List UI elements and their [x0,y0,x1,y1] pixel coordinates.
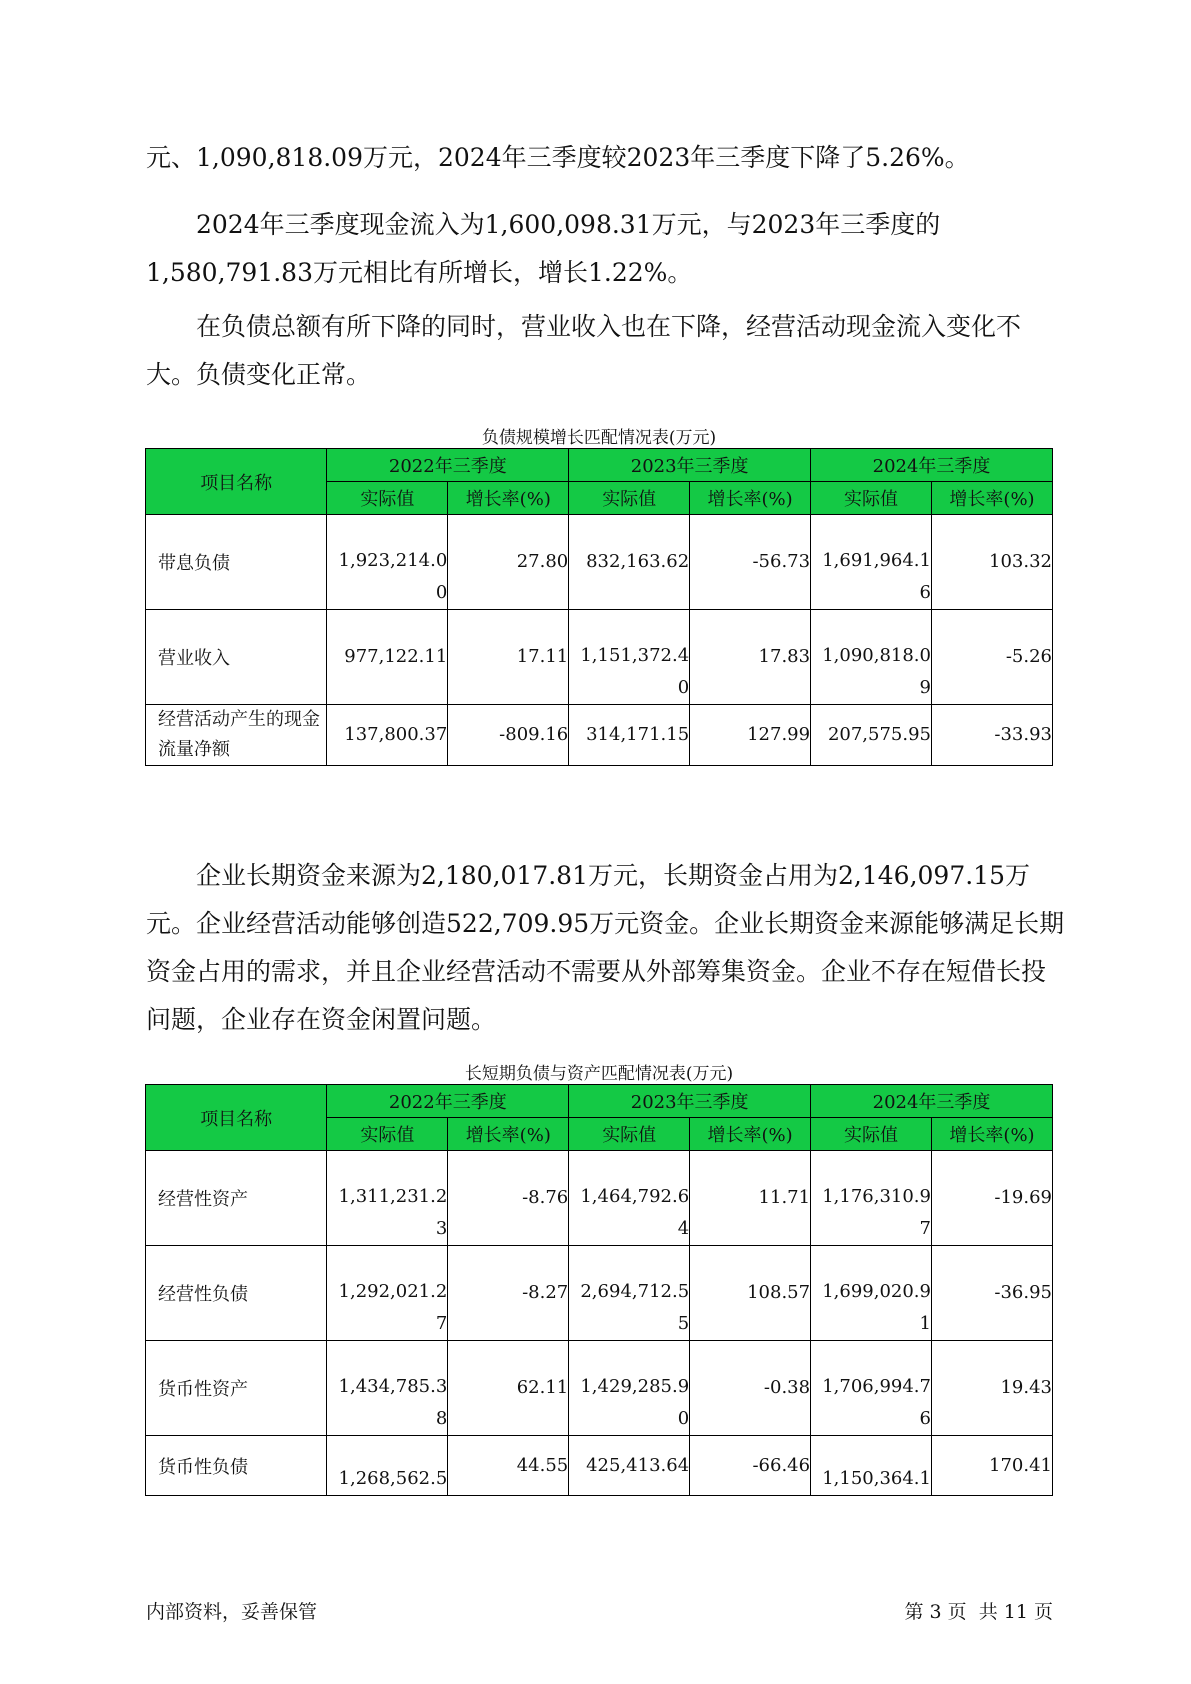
cell-value: 1,691,964.16 [811,515,932,610]
table2-subheader-value: 实际值 [569,1118,690,1151]
paragraph-1: 元、1,090,818.09万元，2024年三季度较2023年三季度下降了5.26%。 [146,143,970,172]
cell-value: 1,151,372.40 [569,610,690,705]
table1-subheader-value: 实际值 [569,482,690,515]
footer-page-number: 第 3 页 共 11 页 [904,1601,1053,1623]
table-row [146,1341,1053,1436]
paragraph-2: 2024年三季度现金流入为1,600,098.31万元，与2023年三季度的1,580,791.83万元相比有所增长，增长1.22%。 [146,210,941,287]
table1-subheader-rate: 增长率(%) [690,482,811,515]
cell-rate: 17.83 [690,610,811,705]
cell-rate: 108.57 [690,1246,811,1341]
table-row [146,1436,1053,1496]
cell-value: 425,413.64 [569,1436,690,1496]
cell-value: 314,171.15 [569,705,690,766]
cell-value: 2,694,712.55 [569,1246,690,1341]
table2-subheader-value: 实际值 [811,1118,932,1151]
table2-subheader-value: 实际值 [327,1118,448,1151]
cell-rate: -33.93 [932,705,1053,766]
row-name: 货币性负债 [146,1436,327,1496]
table-row [146,705,1053,766]
table2-subheader-rate: 增长率(%) [448,1118,569,1151]
cell-value: 1,150,364.1 [811,1436,932,1496]
cell-rate: -56.73 [690,515,811,610]
row-name: 经营活动产生的现金流量净额 [146,705,327,766]
cell-value: 1,923,214.00 [327,515,448,610]
cell-value: 207,575.95 [811,705,932,766]
table1-header-row [146,449,1053,482]
row-name: 营业收入 [146,610,327,705]
table1-subheader-value: 实际值 [811,482,932,515]
table1-subheader-rate: 增长率(%) [448,482,569,515]
cell-value: 1,292,021.27 [327,1246,448,1341]
table2-header-period: 2024年三季度 [811,1085,1053,1118]
cell-rate: -36.95 [932,1246,1053,1341]
cell-rate: -19.69 [932,1151,1053,1246]
cell-value: 1,434,785.38 [327,1341,448,1436]
cell-rate: 17.11 [448,610,569,705]
table2-header-row [146,1085,1053,1118]
cell-value: 1,429,285.90 [569,1341,690,1436]
table1-subheader-value: 实际值 [327,482,448,515]
table2-header-period: 2023年三季度 [569,1085,811,1118]
cell-rate: 62.11 [448,1341,569,1436]
cell-rate: -66.46 [690,1436,811,1496]
footer-left: 内部资料，妥善保管 [146,1601,318,1623]
cell-rate: -8.76 [448,1151,569,1246]
cell-value: 832,163.62 [569,515,690,610]
table1-subheader-rate: 增长率(%) [932,482,1053,515]
table2-header-item: 项目名称 [146,1085,327,1151]
cell-value: 1,706,994.76 [811,1341,932,1436]
cell-rate: -5.26 [932,610,1053,705]
cell-value: 1,311,231.23 [327,1151,448,1246]
cell-value: 977,122.11 [327,610,448,705]
cell-value: 1,268,562.5 [327,1436,448,1496]
cell-rate: 44.55 [448,1436,569,1496]
cell-value: 1,176,310.97 [811,1151,932,1246]
row-name: 经营性负债 [146,1246,327,1341]
table1-header-period: 2023年三季度 [569,449,811,482]
paragraph-3: 在负债总额有所下降的同时，营业收入也在下降，经营活动现金流入变化不大。负债变化正常。 [146,312,1022,389]
paragraph-4: 企业长期资金来源为2,180,017.81万元，长期资金占用为2,146,097.15万元。企业经营活动能够创造522,709.95万元资金。企业长期资金来源能够满足长期资金占用的需求，并且企业经营活动不需要从外部筹集资金。企业不存在短借长投问题，企业存在资金闲置问题。 [146,861,1065,1034]
cell-value: 1,090,818.09 [811,610,932,705]
table2-subheader-rate: 增长率(%) [690,1118,811,1151]
cell-value: 1,699,020.91 [811,1246,932,1341]
table1-header-item: 项目名称 [146,449,327,515]
table1-header-period: 2024年三季度 [811,449,1053,482]
row-name: 带息负债 [146,515,327,610]
table-row [146,1246,1053,1341]
table-row [146,1151,1053,1246]
table2-subheader-rate: 增长率(%) [932,1118,1053,1151]
table1-header-period: 2022年三季度 [327,449,569,482]
table2-caption: 长短期负债与资产匹配情况表(万元) [464,1064,734,1084]
cell-rate: 103.32 [932,515,1053,610]
cell-rate: -0.38 [690,1341,811,1436]
table2 [145,1084,1053,1496]
cell-rate: 27.80 [448,515,569,610]
cell-value: 137,800.37 [327,705,448,766]
cell-rate: 19.43 [932,1341,1053,1436]
cell-rate: 11.71 [690,1151,811,1246]
cell-value: 1,464,792.64 [569,1151,690,1246]
table-row [146,515,1053,610]
table-row [146,610,1053,705]
row-name: 经营性资产 [146,1151,327,1246]
table1 [145,448,1053,766]
cell-rate: -809.16 [448,705,569,766]
cell-rate: -8.27 [448,1246,569,1341]
row-name: 货币性资产 [146,1341,327,1436]
table1-caption: 负债规模增长匹配情况表(万元) [481,428,717,448]
table2-header-period: 2022年三季度 [327,1085,569,1118]
cell-rate: 127.99 [690,705,811,766]
cell-rate: 170.41 [932,1436,1053,1496]
